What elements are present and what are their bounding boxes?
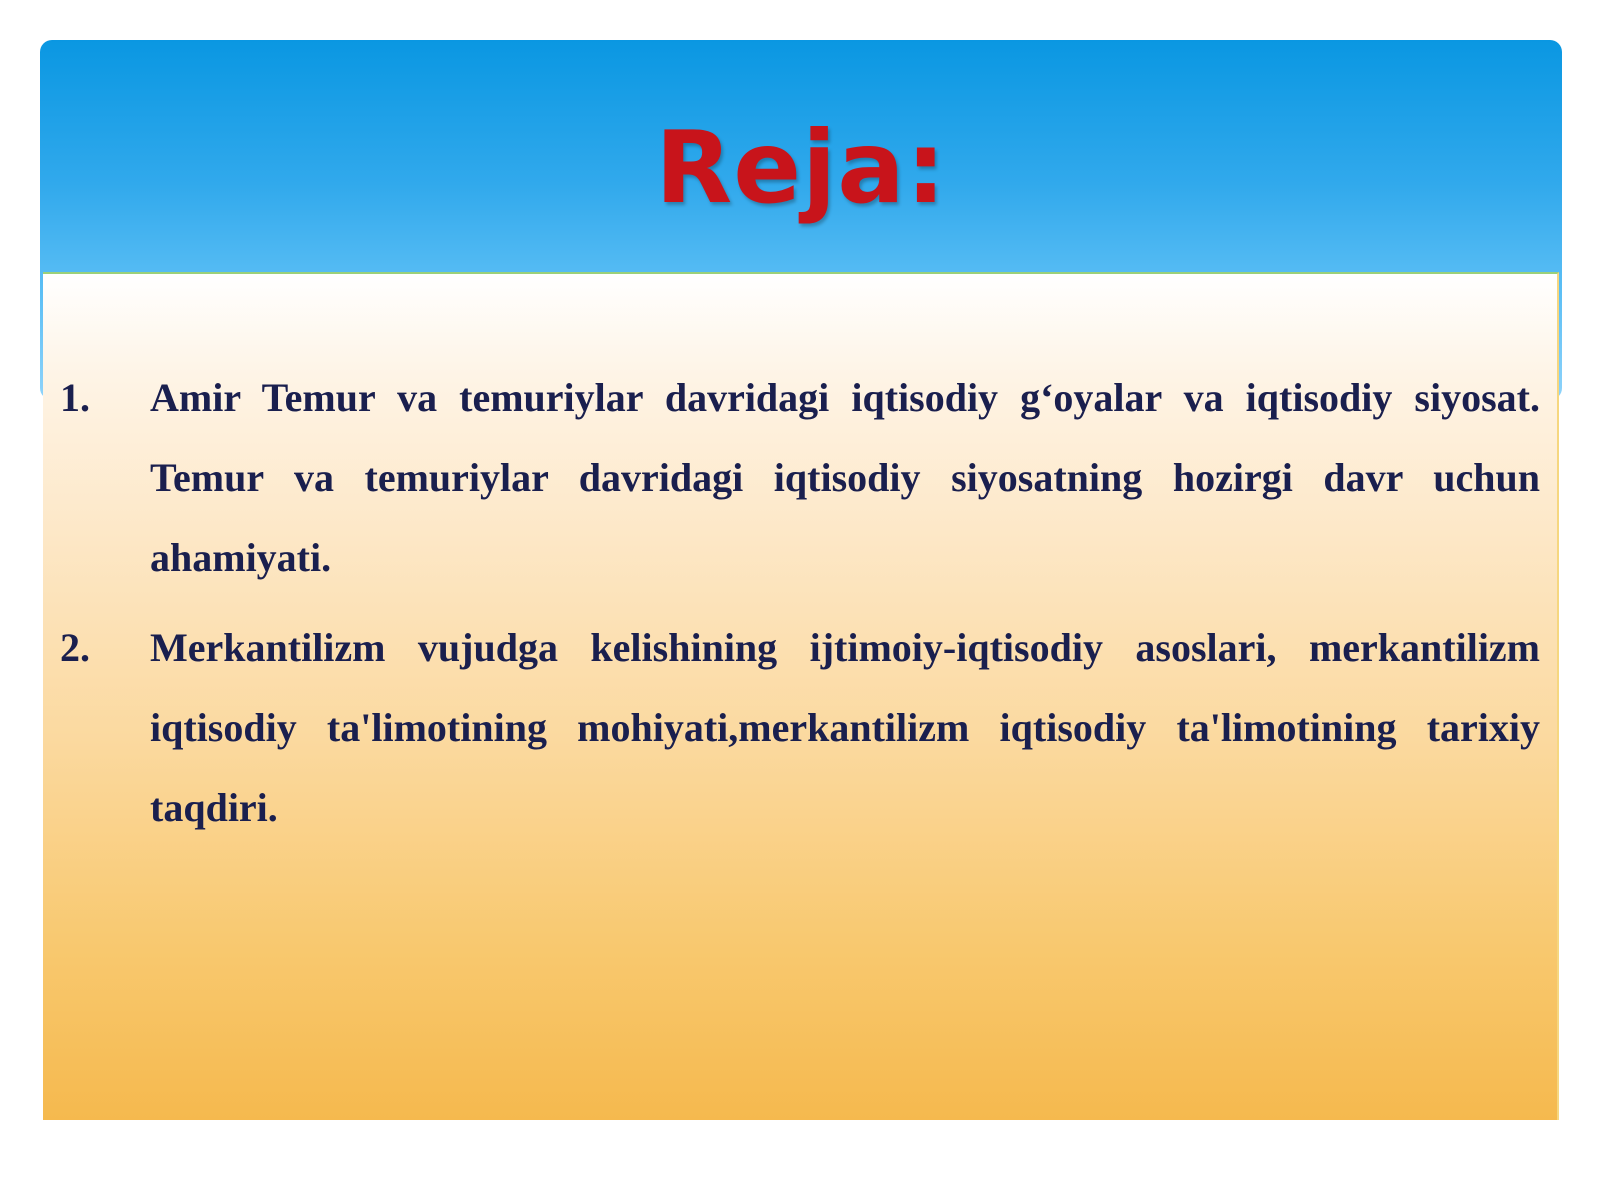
plan-list — [60, 358, 1540, 858]
item-number: 2. — [60, 625, 90, 670]
item-text: Merkantilizm vujudga kelishining ijtimoiy-iqtisodiy asoslari, merkantilizm iqtisodiy ta'limotining mohiyati,merkantilizm iqtisodiy ta'limotining tarixiy taqdiri. — [150, 625, 1540, 830]
item-text: Amir Temur va temuriylar davridagi iqtisodiy g‘oyalar va iqtisodiy siyosat. Temur va temuriylar davridagi iqtisodiy siyosatning hozirgi davr uchun ahamiyati. — [150, 375, 1540, 580]
slide-title: Reja: — [655, 109, 947, 226]
list-item — [60, 608, 1540, 848]
item-number: 1. — [60, 375, 90, 420]
list-item — [60, 358, 1540, 598]
